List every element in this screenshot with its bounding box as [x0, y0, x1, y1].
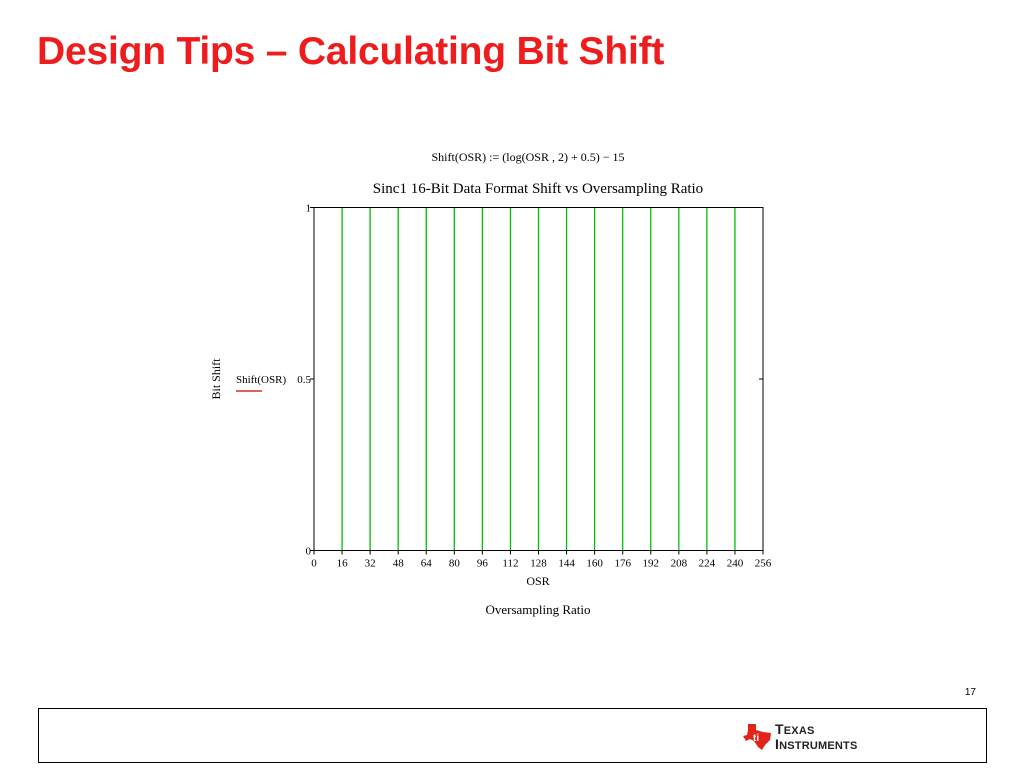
x-tick-label: 48	[392, 557, 404, 570]
y-tick-label: 0.5	[297, 374, 311, 386]
x-tick-label: 32	[364, 557, 376, 570]
x-tick-label: 240	[726, 557, 744, 570]
x-tick-label: 208	[670, 557, 688, 570]
y-tick-label: 0	[305, 545, 311, 558]
logo-wordmark: TEXAS INSTRUMENTS	[775, 721, 858, 752]
y-axis-ticks	[297, 203, 763, 558]
x-tick-label: 16	[336, 557, 348, 570]
x-tick-label: 80	[448, 557, 460, 570]
x-tick-label: 64	[420, 557, 432, 570]
x-tick-label: 192	[642, 557, 659, 570]
chart-title: Sinc1 16-Bit Data Format Shift vs Oversampling Ratio	[372, 181, 704, 197]
x-tick-label: 224	[698, 557, 716, 570]
series-label: Shift(OSR)	[236, 374, 287, 386]
x-tick-label: 96	[476, 557, 488, 570]
x-tick-label: 128	[530, 557, 547, 570]
slide-title: Design Tips – Calculating Bit Shift	[37, 30, 665, 73]
y-axis-label: Bit Shift	[209, 358, 223, 400]
series-lines	[342, 208, 735, 551]
texas-state-icon	[742, 723, 772, 751]
chart-formula: Shift(OSR) := (log(OSR , 2) + 0.5) − 15	[431, 150, 625, 164]
x-tick-label: 0	[311, 557, 317, 570]
svg-text:ti: ti	[753, 733, 760, 744]
x-tick-label: 256	[754, 557, 772, 570]
x-tick-label: 144	[558, 557, 575, 570]
x-axis-label-secondary: Oversampling Ratio	[485, 602, 591, 617]
y-tick-label: 1	[305, 202, 311, 215]
page-number: 17	[964, 687, 976, 698]
x-tick-label: 160	[586, 557, 603, 570]
x-axis-ticks	[311, 551, 772, 570]
x-tick-label: 176	[614, 557, 631, 570]
x-axis-label: OSR	[526, 574, 550, 588]
texas-instruments-logo	[742, 721, 877, 753]
x-tick-label: 112	[502, 557, 519, 570]
